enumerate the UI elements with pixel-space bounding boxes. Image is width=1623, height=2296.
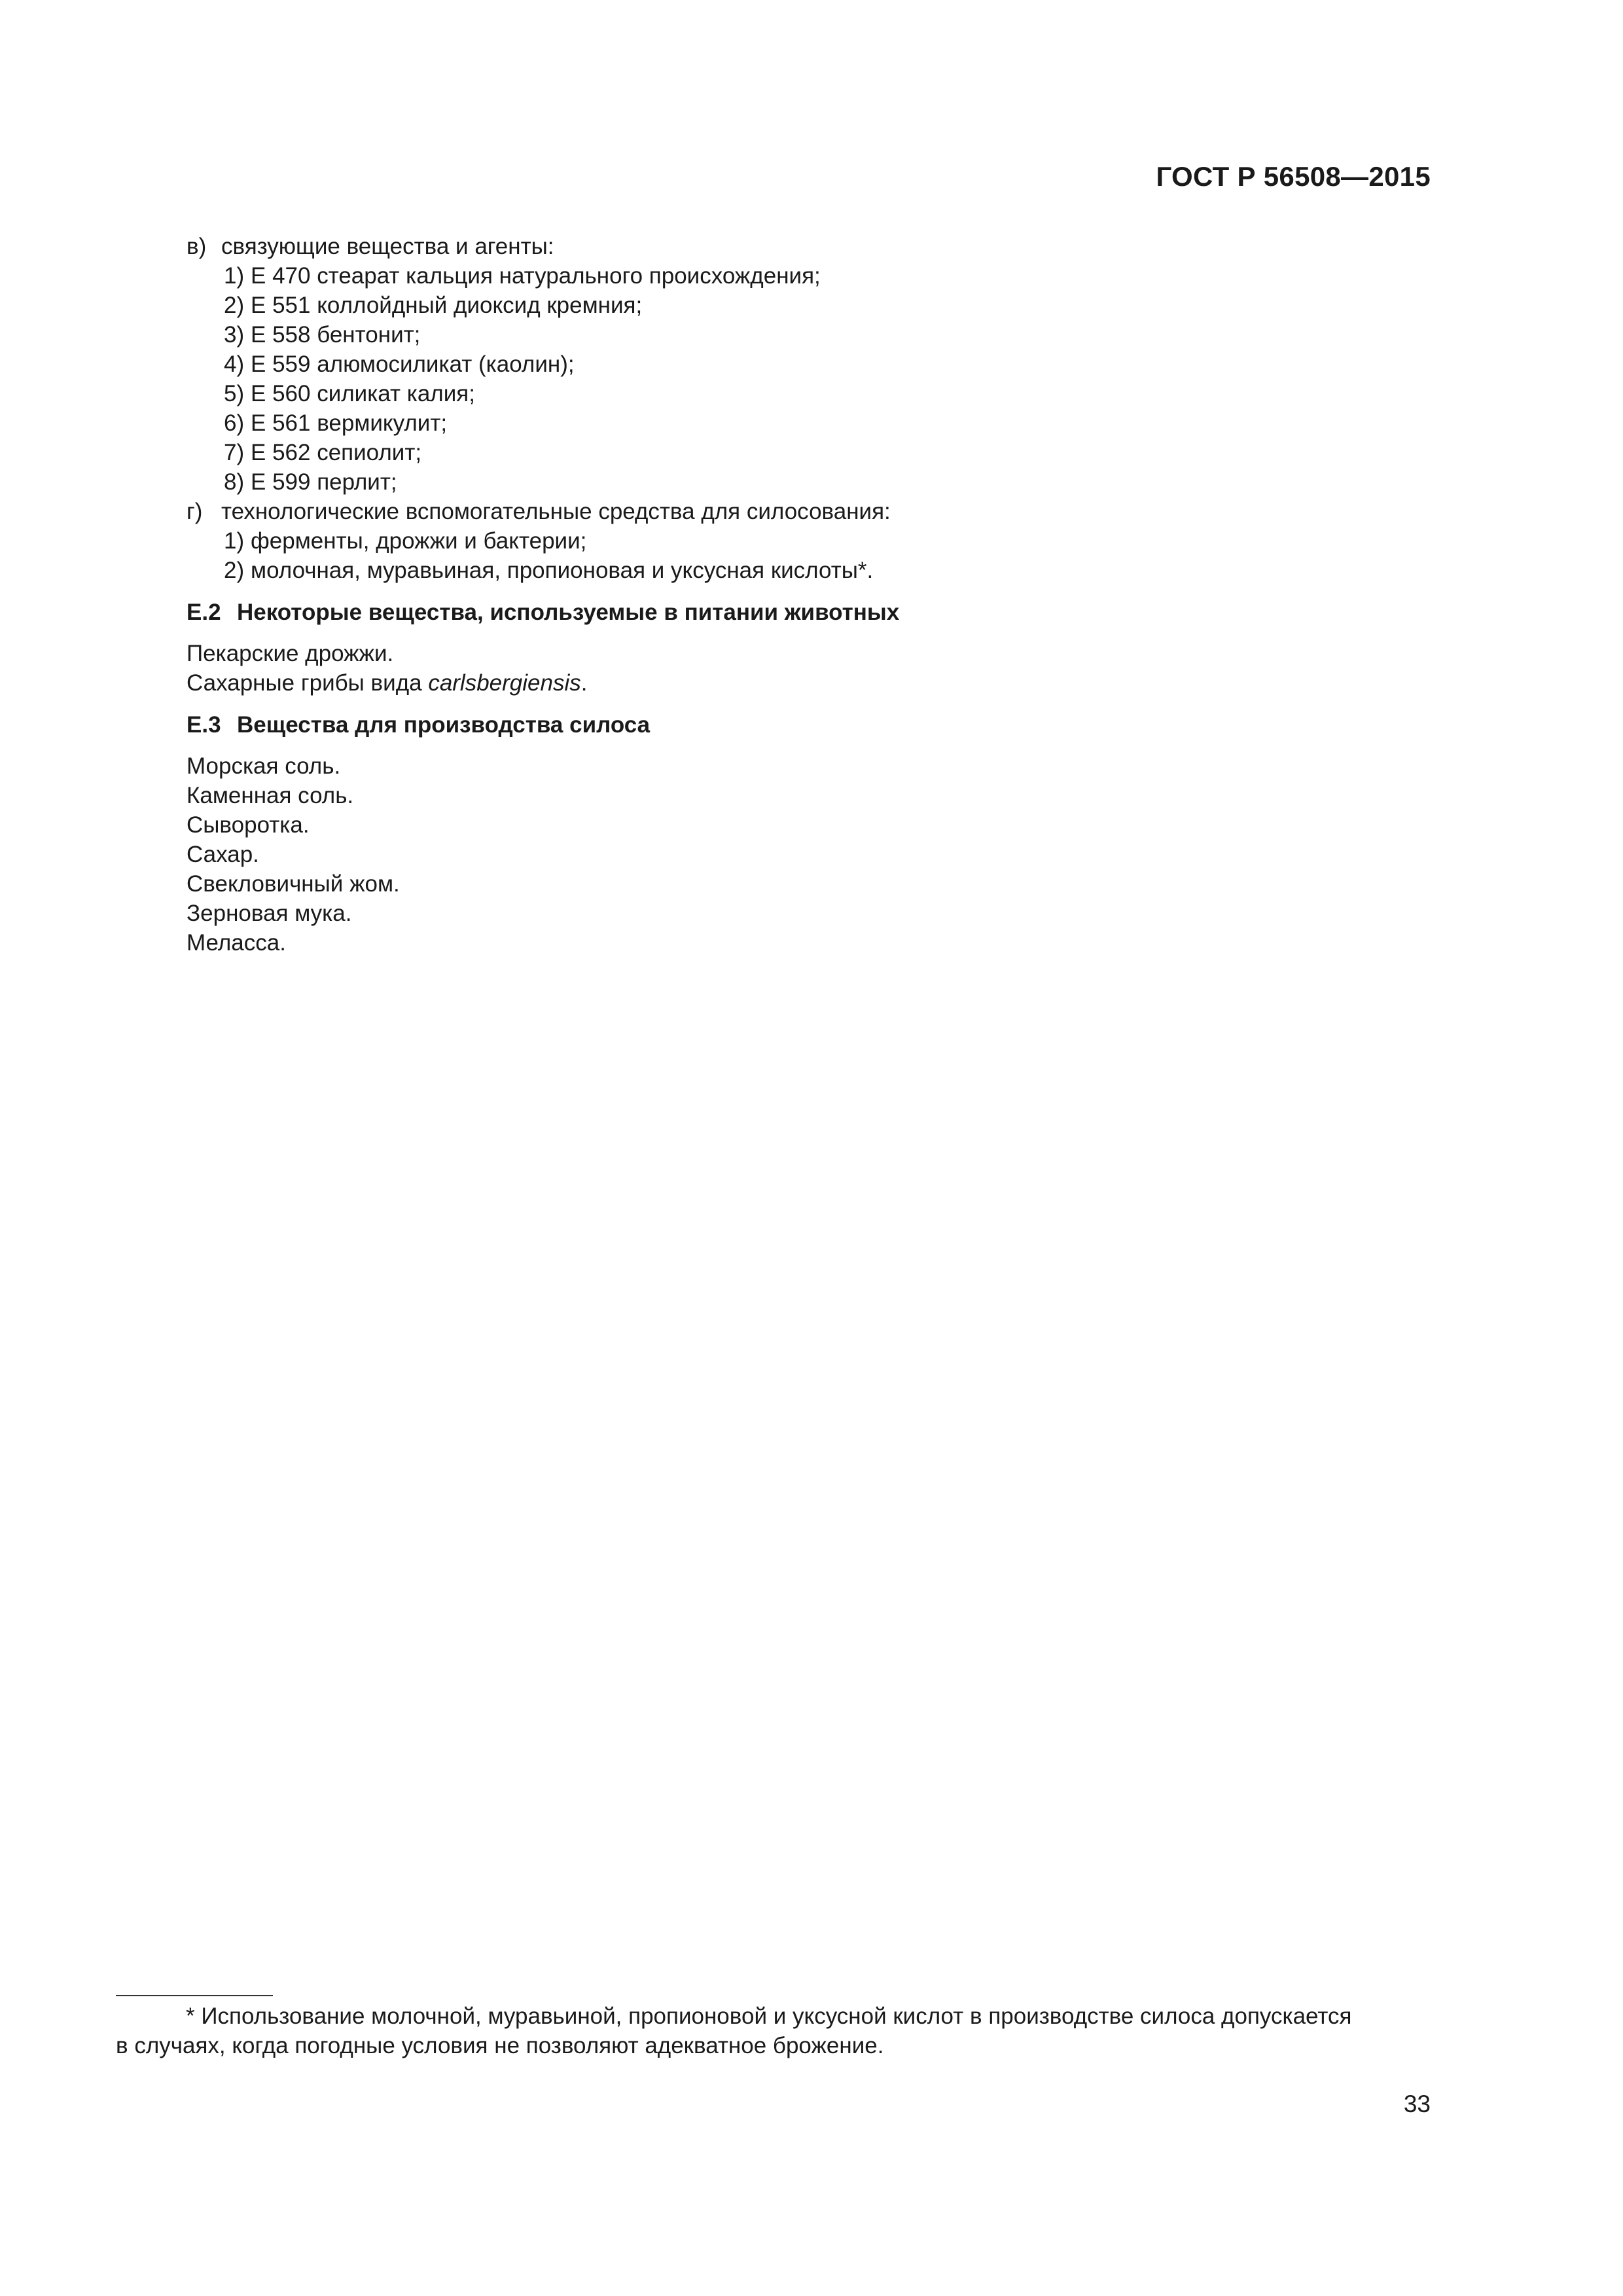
list-subitem-text: Е 559 алюмосиликат (каолин); xyxy=(251,351,575,377)
list-item: Каменная соль. xyxy=(187,783,354,808)
paragraph-text: Сахарные грибы вида xyxy=(187,670,429,696)
list-item: Свекловичный жом. xyxy=(187,871,400,897)
list-item-v xyxy=(187,232,1430,261)
list-subitem xyxy=(187,350,1430,379)
list-number: 4) xyxy=(224,351,245,377)
footnote xyxy=(116,2001,1431,2060)
list-subitem-text: Е 560 силикат калия; xyxy=(251,381,475,406)
section-heading-e3 xyxy=(187,710,1430,740)
list-item: Меласса. xyxy=(187,930,286,956)
list-subitem-text: Е 558 бентонит; xyxy=(251,322,421,348)
list-subitem-text: ферменты, дрожжи и бактерии; xyxy=(251,528,587,554)
list-number: 1) xyxy=(224,528,245,554)
list-number: 3) xyxy=(224,322,245,348)
list-number: 7) xyxy=(224,440,245,465)
list-subitem xyxy=(187,379,1430,408)
paragraph-text: . xyxy=(580,670,588,696)
page-number: 33 xyxy=(1403,2090,1431,2117)
list-text: связующие вещества и агенты: xyxy=(221,234,554,259)
list-subitem xyxy=(187,438,1430,467)
list-subitem xyxy=(187,320,1430,350)
list-number: 6) xyxy=(224,410,245,436)
list-item-g xyxy=(187,497,1430,526)
list-item: Зерновая мука. xyxy=(187,901,352,926)
section-number: Е.2 xyxy=(187,600,221,625)
footnote-separator xyxy=(116,1995,273,1996)
footnote-line: в случаях, когда погодные условия не позволяют адекватное брожение. xyxy=(116,2033,884,2058)
section-title: Вещества для производства силоса xyxy=(237,712,651,738)
list-subitem xyxy=(187,261,1430,291)
list-subitem xyxy=(187,556,1430,585)
document-code-header: ГОСТ Р 56508—2015 xyxy=(1156,161,1431,192)
list-text: технологические вспомогательные средства для силосования: xyxy=(221,499,891,524)
list-subitem-text: Е 551 коллойдный диоксид кремния; xyxy=(251,293,643,318)
list-subitem xyxy=(187,526,1430,556)
list-subitem xyxy=(187,408,1430,438)
list-number: 5) xyxy=(224,381,245,406)
list-number: 2) xyxy=(224,293,245,318)
species-name: carlsbergiensis xyxy=(428,670,581,696)
list-number: 2) xyxy=(224,558,245,583)
list-subitem-text: Е 599 перлит; xyxy=(251,469,397,495)
paragraph: Пекарские дрожжи. xyxy=(187,641,394,666)
section-number: Е.3 xyxy=(187,712,221,738)
list-item: Сыворотка. xyxy=(187,812,310,838)
footnote-line: * Использование молочной, муравьиной, пропионовой и уксусной кислот в производстве силоса допускается xyxy=(186,2003,1352,2029)
list-subitem-text: Е 561 вермикулит; xyxy=(251,410,448,436)
list-subitem-text: Е 470 стеарат кальция натурального происхождения; xyxy=(251,263,821,289)
list-subitem xyxy=(187,467,1430,497)
list-subitem-text: молочная, муравьиная, пропионовая и уксусная кислоты*. xyxy=(251,558,874,583)
list-label: в) xyxy=(187,234,207,259)
section-title: Некоторые вещества, используемые в питании животных xyxy=(237,600,900,625)
list-number: 1) xyxy=(224,263,245,289)
list-number: 8) xyxy=(224,469,245,495)
list-item: Морская соль. xyxy=(187,753,341,779)
paragraph xyxy=(187,668,1430,698)
main-content xyxy=(187,232,1430,958)
list-item: Сахар. xyxy=(187,842,259,867)
list-label: г) xyxy=(187,499,203,524)
section-heading-e2 xyxy=(187,598,1430,627)
list-subitem xyxy=(187,291,1430,320)
list-subitem-text: Е 562 сепиолит; xyxy=(251,440,422,465)
